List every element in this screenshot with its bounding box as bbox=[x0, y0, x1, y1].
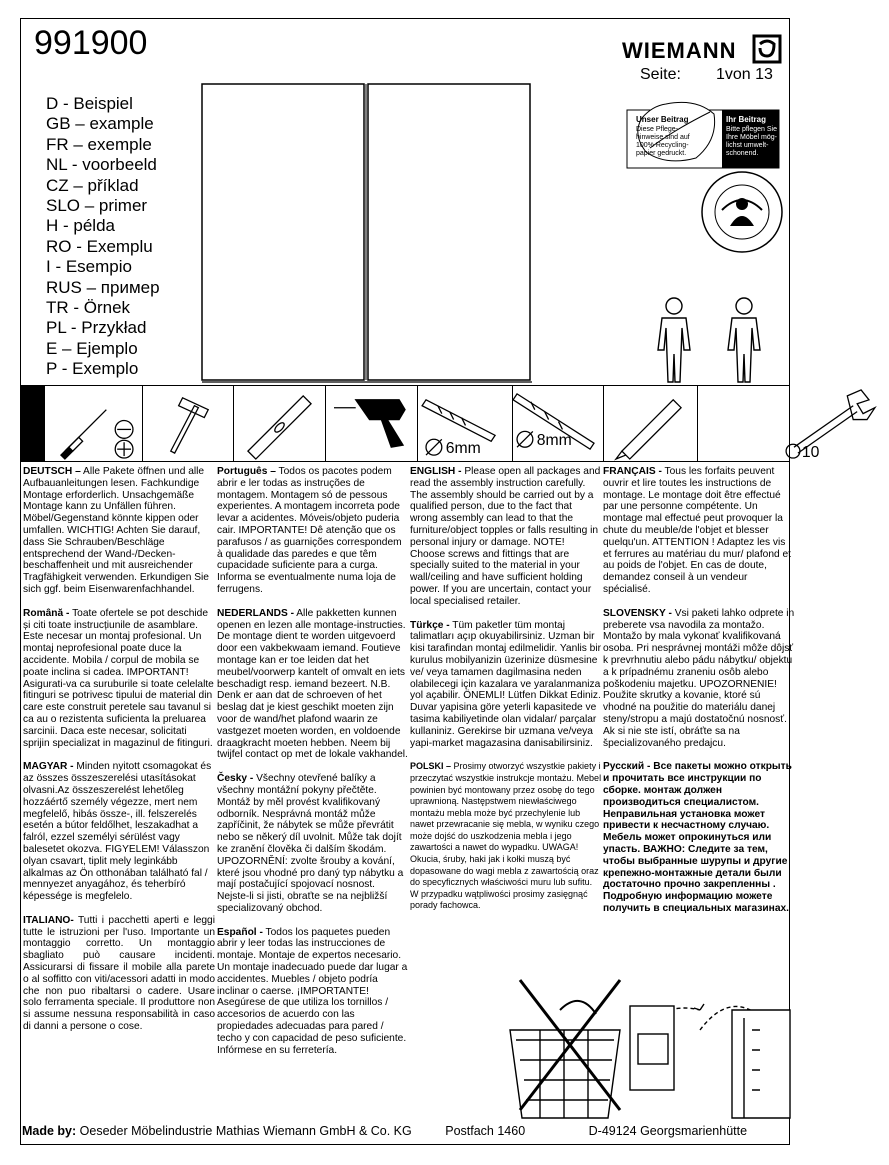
instruction-cz bbox=[217, 773, 409, 915]
lang-title: FRANÇAIS - bbox=[603, 466, 662, 477]
instruction-ro bbox=[23, 608, 215, 750]
instruction-it bbox=[23, 915, 215, 1033]
lang-text: Alle pakketten kunnen openen en lezen alle montage-instructies. De montage dient te worden uitgevoerd door een vakbekwaam iemand. Foutieve montage kan er toe leiden dat het meubel/voorwerp kantelt of omvalt en iets beschadigt resp. iemand bezeert. N.B. Denk er aan dat de schroeven of het beslag dat je kiest geschikt moeten zijn voor de wand/het plafond waarin ze vastgezet moeten worden, en voldoende draagkracht moeten hebben. Neem bij twijfel contact op met de lokale vakhandel. bbox=[217, 607, 408, 761]
blue-angel-ecolabel-icon bbox=[700, 170, 784, 254]
lang-title: MAGYAR - bbox=[23, 761, 74, 773]
language-item: RO - Exemplu bbox=[46, 236, 153, 256]
lang-text: Vsi paketi lahko odprete in preberete vsa navodila za montažo. Montažo by mala vykonať kvalifikovaná osoba. Pri nesprávnej montáži môže dôjsť k prevrhnutiu alebo pádu nábytku/ objektu a k prípadnému zraneniu osôb alebo poškodeniu majetku. UPOZORNENIE! Použite skrutky a kovanie, ktoré sú vhodné na použitie do materiálu danej steny/stropu a majú dostatočnú nosnosť. Ak si nie ste istí, obráťte sa na špecializovaného predajcu. bbox=[603, 607, 795, 749]
lang-title: Español - bbox=[217, 926, 263, 938]
tool-spirit-level bbox=[234, 386, 326, 461]
language-item: SLO – primer bbox=[46, 196, 148, 216]
power-drill-icon bbox=[326, 386, 417, 461]
instruction-en bbox=[410, 466, 602, 608]
made-by-label: Made by: bbox=[22, 1124, 77, 1138]
screwdriver-icon bbox=[45, 386, 142, 461]
instruction-pt bbox=[217, 466, 409, 596]
instruction-ru bbox=[603, 761, 795, 914]
tool-hammer bbox=[143, 386, 234, 461]
wrench-size: 10 bbox=[801, 444, 820, 462]
instruction-tr bbox=[410, 620, 602, 750]
lang-title: Česky - bbox=[217, 773, 254, 785]
brand-name: WIEMANN bbox=[622, 38, 737, 63]
tool-screwdrivers bbox=[45, 386, 143, 461]
language-item: H - példa bbox=[46, 216, 115, 236]
eco-our-text: Diese Pflege-hinweise sind auf 100% Recycling-papier gedruckt. bbox=[636, 126, 690, 157]
drill-size-8: 8mm bbox=[536, 432, 572, 450]
lang-text: Все пакеты можно открыть и прочитать все инструкции по сборке. монтаж должен производиться специалистом. Неправильная установка может привести к несчастному случаю. Мебель может опрокинуться или упасть. ВАЖНО: Следите за тем, чтобы выбранные шурупы и другие крепежно-монтажные детали были достаточно прочно закрепленны . Подробную информацию можете получить в специальных магазинах. bbox=[603, 761, 792, 914]
lang-title: Português – bbox=[217, 466, 276, 477]
column-3 bbox=[410, 466, 602, 924]
tool-strip-marker bbox=[21, 386, 45, 461]
lang-text: Todos los paquetes pueden abrir y leer todas las instrucciones de montaje. Montaje de expertos necesario. Un montaje inadecuado puede dar lugar a accidentes. Muebles / objeto podría inclinar o caerse. ¡IMPORTANTE! Asegúrese de que utiliza los tornillos / accesorios de acuerdo con las propiedades adecuadas para pared / techo y con capacidad de peso suficiente. Infórmese en su ferretería. bbox=[217, 926, 408, 1056]
lang-text: Minden nyitott csomagokat és az összes összeszerelési utasításokat olvasni.Az összeszerelést lehetőleg hozzáértő személy végezze, mert nem megfelelő, hibás össze-, ill. felszerelés esetén a bútor feldőlhet, leszakadhat a falról, ezzel személyi sérülést vagy balesetet okozva. FIGYELEM! Válasszon olyan csavart, tiplit mely leginkább alkalmas az Ön otthonában található fal / mennyezet anyagához, és teherbíró képessége is megfelelo. bbox=[23, 761, 212, 903]
lang-title: ENGLISH - bbox=[410, 466, 462, 477]
tool-drill-bit-6mm bbox=[418, 386, 513, 461]
company-name: Oeseder Möbelindustrie Mathias Wiemann GmbH & Co. KG bbox=[79, 1124, 412, 1138]
lang-title: POLSKI – bbox=[410, 761, 452, 772]
column-1 bbox=[23, 466, 215, 1045]
eco-your-text: Bitte pflegen Sie Ihre Möbel mög-lichst umwelt-schonend. bbox=[726, 126, 777, 157]
page-label: Seite: bbox=[640, 66, 681, 83]
instruction-si bbox=[603, 608, 795, 750]
lang-text: Tous les forfaits peuvent ouvrir et lire toutes les instructions de montage. Le montage doit être effectué par une personne compétente. Un montage mal effectué peut provoquer la chute du meuble/de l'objet et blesser quelqu'un. ATTENTION ! Adaptez les vis et ferrures au matériau du mur/ plafond et au poids de l'objet. En cas de doute, demandez conseil à un vendeur spécialisé. bbox=[603, 466, 792, 595]
instruction-de bbox=[23, 466, 215, 596]
page-total: von 13 bbox=[724, 66, 773, 83]
column-2 bbox=[217, 466, 409, 1068]
eco-our-title: Unser Beitrag bbox=[636, 115, 689, 124]
eco-your-title: Ihr Beitrag bbox=[726, 115, 767, 124]
tool-drill bbox=[326, 386, 418, 461]
lang-title: DEUTSCH – bbox=[23, 466, 81, 477]
lang-title: Türkçe - bbox=[410, 619, 450, 631]
pencil-icon bbox=[604, 386, 697, 461]
footer bbox=[22, 1124, 747, 1138]
hammer-icon bbox=[143, 386, 233, 461]
drill-bit-8mm-icon bbox=[513, 386, 603, 461]
two-persons-icon bbox=[644, 294, 784, 384]
language-item: NL - voorbeeld bbox=[46, 155, 157, 175]
lang-title: ITALIANO- bbox=[23, 914, 74, 926]
language-list bbox=[46, 94, 160, 380]
lang-title: Română - bbox=[23, 607, 70, 619]
language-item: GB – example bbox=[46, 114, 154, 134]
article-code: 991900 bbox=[34, 24, 148, 62]
language-item: I - Esempio bbox=[46, 257, 132, 277]
column-4 bbox=[603, 466, 795, 927]
lang-text: Alle Pakete öffnen und alle Aufbauanleitungen lesen. Fachkundige Montage erforderlich. Unsachgemäße Montage kann zu Unfällen führen. Möbel/Gegenstand könnte kippen oder umfallen. WICHTIG! Achten Sie darauf, dass Sie Schrauben/Beschläge entsprechend der Wand-/Decken-beschaffenheit und mit ausreichender Tragfähigkeit verwenden. Erkundigen Sie sich ggf. beim Eisenwarenfachhandel. bbox=[23, 466, 209, 595]
lang-text: Please open all packages and read the assembly instruction carefully. The assembly should be carried out by a qualified person, due to the fact that wrong assembly can lead to that the furniture/object topples or falls resulting in personal injury or damage. NOTE! Choose screws and fittings that are specially suited to the material in your wall/ceiling and have sufficient holding power. If you are uncertain, contact your local specialised retailer. bbox=[410, 466, 601, 607]
lang-text: Tüm paketler tüm montaj talimatları açıp okuyabilirsiniz. Uzman bir kisi tarafindan montaj edilmelidir. Yanlis bir kurulus mobilyanizin üzerinize düsmesine ve/ veya tamamen dagilmasina neden olabilecegi için kazalara ve yaralanmaniza yol açabilir. ÖNEMLI! Lütfen Dikkat Ediniz. Duvar yapisina göre yeterli kapasitede ve tasima kabiliyetinde olan vidalar/ parçalar kullaniniz. Gerekirse bir uzmana ve/veya yapi-market magazasina danisabilirsiniz. bbox=[410, 619, 602, 749]
lang-text: Toate ofertele se pot deschide și citi toate instrucțiunile de asamblare. Este necesar un montaj profesional. Un montaj neprofesional poate duce la accidente. Mobila / corpul de mobila se poate inclina si cadea. IMPORTANT! Asigurati-va ca suruburile si toate celelalte fitinguri se potrivesc tipului de material din care este construit peretele sau tavanul si ca au o rezistenta suficienta la preluarea sarcinii. Daca este necesar, solicitati sprijin specializat in magazinul de fitinguri. bbox=[23, 607, 214, 749]
wrench-icon bbox=[698, 386, 889, 461]
language-item: P - Exemplo bbox=[46, 359, 139, 379]
page-number: 1 bbox=[716, 66, 725, 83]
instruction-fr bbox=[603, 466, 795, 596]
spirit-level-icon bbox=[234, 386, 325, 461]
lang-title: SLOVENSKY - bbox=[603, 607, 672, 619]
wardrobe-illustration bbox=[202, 84, 532, 384]
lang-text: Todos os pacotes podem abrir e ler todas as instruções de montagem. Montagem só de pessous experientes. A montagem incorreta pode levar a acidentes. Móveis/objeto puderia cair. IMPORTANTE! Dê atenção que os parafusos / as guarnições correspondem à qualidade das paredes e que têm cupacidade suficiente para a curga. Informa se eventualmente numa loja de ferrugens. bbox=[217, 466, 402, 595]
city: D-49124 Georgsmarienhütte bbox=[588, 1124, 748, 1138]
drill-bit-6mm-icon bbox=[418, 386, 512, 461]
page-indicator bbox=[640, 66, 773, 84]
lang-text: Tutti i pacchetti aperti e leggi tutte le istruzioni per l'uso. Importante un montaggio corretto. Un montaggio sbagliato può causare incidenti. Assicurarsi di fissare il mobile alla parete o al soffitto con viti/acessori adatti in modo che non puo ribaltarsi o cadere. Usare solo ferramenta speciale. Il produttore non si assume nessuna responsabilità in caso di danni a persone o cose. bbox=[23, 914, 215, 1033]
language-item: E – Ejemplo bbox=[46, 338, 138, 358]
postfach: Postfach 1460 bbox=[445, 1124, 526, 1138]
recycling-illustration bbox=[500, 970, 790, 1120]
instruction-nl bbox=[217, 608, 409, 761]
tool-wrench bbox=[698, 386, 889, 461]
language-item: PL - Przykład bbox=[46, 318, 147, 338]
instruction-es bbox=[217, 927, 409, 1057]
language-item: D - Beispiel bbox=[46, 94, 133, 113]
language-item: CZ – příklad bbox=[46, 175, 139, 195]
tool-pencil bbox=[604, 386, 698, 461]
language-item: TR - Örnek bbox=[46, 298, 131, 318]
tool-strip bbox=[21, 385, 820, 462]
language-item: FR – exemple bbox=[46, 134, 152, 154]
lang-title: NEDERLANDS - bbox=[217, 607, 294, 619]
instruction-hu bbox=[23, 761, 215, 903]
wiemann-logo-icon bbox=[752, 34, 782, 64]
drill-size-6: 6mm bbox=[445, 440, 481, 458]
lang-title: Русский - bbox=[603, 761, 651, 773]
lang-text: Prosimy otworzyć wszystkie pakiety i przeczytać wszystkie instrukcje montażu. Mebel powinien być montowany przez osobę do tego uprawnioną. Następstwem niewłaściwego montażu mebla może być przechylenie lub nawet przewracanie się mebla, w wyniku czego może dojść do uszkodzenia mebla i jego zawartości a nawet do wypadku. UWAGA! Okucia, śruby, haki jak i kołki muszą być dopasowane do wagi mebla z zawartością oraz do specyficznych właściwości muru lub sufitu. W przypadku wątpliwości prosimy zasięgnąć porady fachowca. bbox=[410, 761, 602, 911]
lang-text: Všechny otevřené balíky a všechny montážní pokyny přečtěte. Montáž by měl provést kvalifikovaný odborník. Nesprávná montáž může zapříčinit, že nábytek se může převrátit nebo se někerý díl uvolnit. Může tak dojít ke zranění člověka či dalším škodám. UPOZORNĚNÍ: zvolte šrouby a kování, které jsou vhodné pro daný typ nábytku a mají postačující spojovací nosnost. Nejste-li si jisti, obraťte se na nejbližší specializovaný obchod. bbox=[217, 773, 404, 914]
tool-drill-bit-8mm bbox=[513, 386, 604, 461]
instruction-pl bbox=[410, 761, 602, 912]
language-item: RUS – пример bbox=[46, 277, 160, 297]
